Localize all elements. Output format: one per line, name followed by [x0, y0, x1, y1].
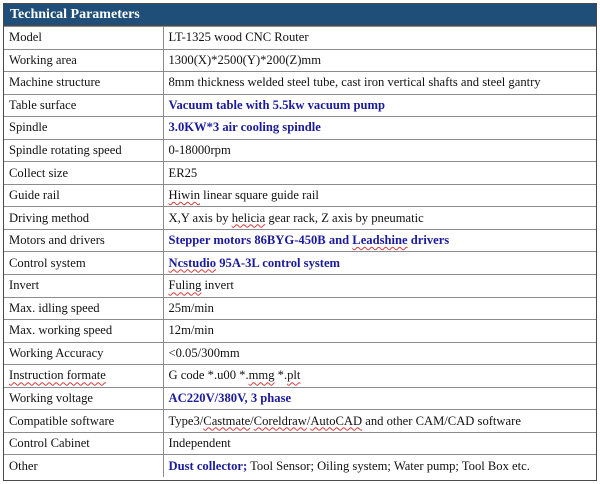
value-segment: 95A-3L control system — [216, 255, 341, 270]
parameter-value — [163, 342, 596, 365]
parameter-label-text: Max. idling speed — [9, 300, 100, 315]
parameter-value — [163, 94, 596, 117]
table-row — [4, 297, 596, 320]
parameter-label-text: Spindle rotating speed — [9, 143, 122, 157]
value-segment: plt — [287, 368, 301, 383]
parameter-label-text: Control system — [9, 255, 86, 270]
table-row — [4, 320, 596, 343]
parameter-value — [163, 229, 596, 252]
value-segment: G code *.u00 *. — [168, 368, 249, 383]
value-segment: Type3/ — [168, 413, 204, 428]
table-row — [4, 252, 596, 275]
value-segment: 1300(X)*2500(Y)*200(Z)mm — [168, 52, 321, 67]
parameter-rows — [4, 27, 596, 478]
parameter-label-text: Table surface — [9, 97, 77, 112]
parameter-grid — [4, 26, 596, 477]
parameter-value — [163, 117, 596, 140]
value-segment: Ncstudio — [168, 255, 217, 270]
parameter-label-text: Working voltage — [9, 391, 93, 406]
parameter-label — [4, 117, 163, 140]
parameter-label-text: Spindle — [9, 120, 48, 135]
value-segment: Castmate — [203, 413, 251, 428]
parameter-label — [4, 139, 163, 162]
value-segment: AC220V/380V, 3 phase — [168, 391, 292, 406]
table-row — [4, 162, 596, 185]
value-segment: invert — [201, 278, 234, 293]
parameter-value — [163, 410, 596, 433]
parameter-value — [163, 432, 596, 455]
value-segment: Dust collector; — [168, 458, 248, 473]
technical-parameters-table — [3, 3, 597, 481]
parameter-label-text: Working Accuracy — [9, 345, 104, 360]
value-segment: Hiwin — [168, 188, 200, 203]
parameter-label — [4, 94, 163, 117]
value-segment: Vacuum table with 5.5kw vacuum pump — [168, 97, 385, 112]
table-row — [4, 432, 596, 455]
table-row — [4, 49, 596, 72]
parameter-value — [163, 139, 596, 162]
table-row — [4, 387, 596, 410]
parameter-label-text: Model — [9, 30, 42, 45]
parameter-label-text: Machine structure — [9, 75, 101, 90]
parameter-label-text: Instruction formate — [9, 368, 106, 383]
parameter-label-text: Motors and drivers — [9, 233, 105, 248]
parameter-value — [163, 320, 596, 343]
parameter-value — [163, 275, 596, 298]
parameter-label-text: Other — [9, 458, 38, 473]
parameter-value — [163, 49, 596, 72]
value-segment: drivers — [407, 233, 450, 248]
parameter-label — [4, 387, 163, 410]
value-segment: / — [250, 413, 254, 428]
table-row — [4, 229, 596, 252]
table-row — [4, 184, 596, 207]
parameter-label — [4, 184, 163, 207]
table-title: Technical Parameters — [4, 4, 596, 26]
value-segment: Coreldraw — [253, 413, 307, 428]
value-segment: Stepper motors 86BYG-450B and — [168, 233, 353, 248]
parameter-label — [4, 162, 163, 185]
parameter-label-text: Guide rail — [9, 188, 60, 203]
value-segment: linear square guide rail — [199, 188, 319, 203]
parameter-value — [163, 387, 596, 410]
value-segment: 0-18000rpm — [168, 143, 231, 157]
parameter-label — [4, 275, 163, 298]
value-segment: and other CAM/CAD software — [362, 413, 521, 428]
table-row — [4, 455, 596, 478]
parameter-value — [163, 455, 596, 478]
parameter-value — [163, 297, 596, 320]
table-row — [4, 117, 596, 140]
parameter-label — [4, 455, 163, 478]
table-row — [4, 27, 596, 50]
value-segment: *. — [274, 368, 288, 383]
parameter-label — [4, 342, 163, 365]
parameter-label-text: Max. working speed — [9, 323, 113, 338]
value-segment: gear rack, Z axis by pneumatic — [265, 210, 424, 225]
parameter-label-text: Control Cabinet — [9, 436, 90, 451]
table-row — [4, 410, 596, 433]
parameter-label — [4, 410, 163, 433]
table-row — [4, 365, 596, 388]
parameter-value — [163, 207, 596, 230]
parameter-value — [163, 72, 596, 95]
parameter-label — [4, 252, 163, 275]
value-segment: <0.05/300mm — [168, 345, 240, 360]
value-segment: LT-1325 wood CNC Router — [168, 30, 309, 45]
value-segment: Independent — [168, 436, 231, 451]
parameter-label — [4, 365, 163, 388]
parameter-label-text: Driving method — [9, 210, 90, 225]
value-segment: Fuling — [168, 278, 202, 293]
parameter-label — [4, 27, 163, 50]
parameter-label — [4, 207, 163, 230]
value-segment: AutoCAD — [310, 413, 363, 428]
value-segment: mmg — [248, 368, 275, 383]
value-segment: ER25 — [168, 165, 198, 180]
value-segment: 8mm thickness welded steel tube, cast iron vertical shafts and steel gantry — [168, 75, 541, 90]
parameter-label — [4, 72, 163, 95]
parameter-value — [163, 252, 596, 275]
table-row — [4, 139, 596, 162]
value-segment: Leadshine — [352, 233, 408, 248]
value-segment: helicia — [231, 210, 266, 225]
parameter-label-text: Collect size — [9, 165, 69, 180]
parameter-label-text: Working area — [9, 52, 77, 67]
value-segment: 25m/min — [168, 300, 214, 315]
parameter-value — [163, 162, 596, 185]
value-segment: X,Y axis by — [168, 210, 232, 225]
value-segment: 3.0KW*3 air cooling spindle — [168, 120, 321, 135]
table-row — [4, 94, 596, 117]
table-row — [4, 72, 596, 95]
parameter-label — [4, 432, 163, 455]
parameter-label — [4, 49, 163, 72]
parameter-value — [163, 27, 596, 50]
parameter-label — [4, 320, 163, 343]
value-segment: 12m/min — [168, 323, 214, 338]
parameter-label-text: Invert — [9, 278, 40, 293]
parameter-label-text: Compatible software — [9, 413, 115, 428]
table-row — [4, 342, 596, 365]
parameter-label — [4, 297, 163, 320]
parameter-value — [163, 365, 596, 388]
table-row — [4, 207, 596, 230]
value-segment: / — [306, 413, 311, 428]
value-segment: Tool Sensor; Oiling system; Water pump; Tool Box etc. — [247, 458, 530, 473]
table-row — [4, 275, 596, 298]
parameter-label — [4, 229, 163, 252]
parameter-value — [163, 184, 596, 207]
